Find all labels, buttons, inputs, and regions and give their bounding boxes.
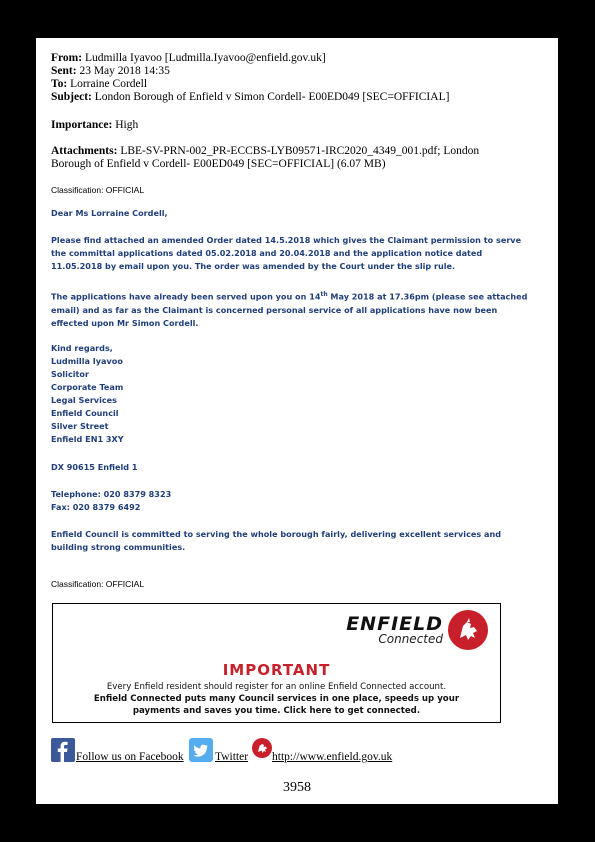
signoff-line: Kind regards, xyxy=(51,343,113,353)
facebook-icon[interactable] xyxy=(51,738,75,762)
attachments-line xyxy=(51,145,511,171)
importance-line xyxy=(51,119,138,131)
signoff-line: Enfield Council xyxy=(51,408,119,418)
banner-brand: ENFIELD xyxy=(346,613,443,635)
page-number: 3958 xyxy=(283,780,311,795)
twitter-link[interactable]: Twitter xyxy=(215,751,249,763)
greeting: Dear Ms Lorraine Cordell, xyxy=(51,208,168,218)
classification-bottom: Classification: OFFICIAL xyxy=(51,579,145,589)
banner-brand-sub: Connected xyxy=(378,632,443,646)
commitment-statement: Enfield Council is committed to serving the whole borough fairly, delivering excellent services and building strong communities. xyxy=(51,529,502,552)
sent-label: Sent: xyxy=(51,65,77,77)
subject-value: London Borough of Enfield v Simon Cordell- E00ED049 [SEC=OFFICIAL] xyxy=(94,91,450,103)
facebook-link[interactable]: Follow us on Facebook xyxy=(76,751,184,763)
paragraph-2-part-a: The applications have already been served upon you on 14 xyxy=(51,291,321,302)
banner-line[interactable]: payments and saves you time. Click here to get connected. xyxy=(132,706,421,716)
document-page xyxy=(36,38,558,804)
paragraph-1: Please find attached an amended Order dated 14.5.2018 which gives the Claimant permission to serve the committal applications dated 05.02.2018 and 20.04.2018 and the application notice dated 11.05.2018 by email upon you. The order was amended by the Court under the slip rule. xyxy=(51,235,522,271)
email-header xyxy=(51,52,449,104)
signoff-block xyxy=(51,342,531,446)
signoff-line: Silver Street xyxy=(51,421,109,431)
importance-value: High xyxy=(115,119,139,131)
enfield-dragon-logo-icon xyxy=(448,610,488,650)
twitter-icon[interactable] xyxy=(189,738,213,762)
banner-line: Every Enfield resident should register for an online Enfield Connected account. xyxy=(106,682,447,692)
attachments-label: Attachments: xyxy=(51,145,118,157)
signoff-line: Ludmilla Iyavoo xyxy=(51,356,123,366)
website-link[interactable]: http://www.enfield.gov.uk xyxy=(272,751,393,763)
enfield-connected-banner[interactable] xyxy=(52,603,501,723)
signoff-line: Corporate Team xyxy=(51,382,124,392)
banner-message xyxy=(63,681,490,717)
banner-line: Enfield Connected puts many Council services in one place, speeds up your xyxy=(93,694,460,704)
signoff-line: Legal Services xyxy=(51,395,117,405)
fax-line: Fax: 020 8379 6492 xyxy=(51,502,141,512)
enfield-logo-icon[interactable] xyxy=(252,738,272,758)
to-value: Lorraine Cordell xyxy=(70,78,148,90)
importance-label: Importance: xyxy=(51,119,113,131)
subject-label: Subject: xyxy=(51,91,92,103)
telephone-line: Telephone: 020 8379 8323 xyxy=(51,489,172,499)
to-label: To: xyxy=(51,78,68,90)
banner-heading: IMPORTANT xyxy=(222,661,331,679)
paragraph-2-part-b: May 2018 at 17.36pm (please see attached email) and as far as the Claimant is concerned personal service of all applications have now been effected upon Mr Simon Cordell. xyxy=(51,291,528,328)
attachments-value: LBE-SV-PRN-002_PR-ECCBS-LYB09571-IRC2020_4349_001.pdf; London Borough of Enfield v Cordell- E00ED049 [SEC=OFFICIAL] (6.07 MB) xyxy=(51,145,480,170)
contact-block xyxy=(51,488,531,514)
dx-line: DX 90615 Enfield 1 xyxy=(51,462,138,472)
paragraph-2 xyxy=(51,288,531,330)
signoff-line: Solicitor xyxy=(51,369,89,379)
classification-top: Classification: OFFICIAL xyxy=(51,185,145,195)
paragraph-2-superscript: th xyxy=(320,291,328,298)
from-value: Ludmilla Iyavoo [Ludmilla.Iyavoo@enfield.gov.uk] xyxy=(84,52,326,64)
signoff-line: Enfield EN1 3XY xyxy=(51,434,124,444)
from-label: From: xyxy=(51,52,83,64)
sent-value: 23 May 2018 14:35 xyxy=(79,65,170,77)
